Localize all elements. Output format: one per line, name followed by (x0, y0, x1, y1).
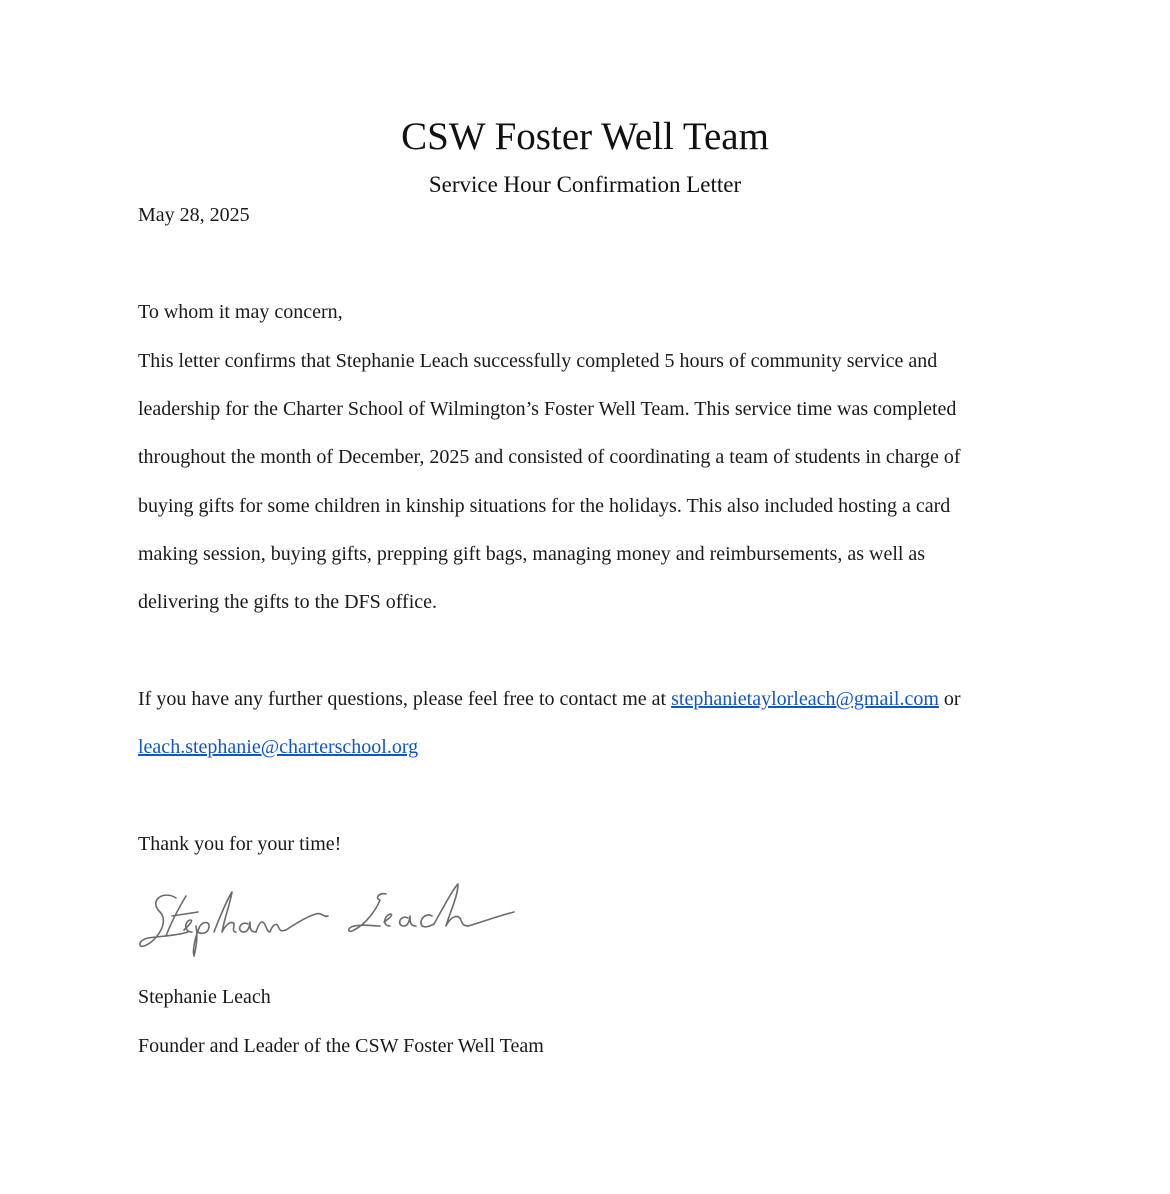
email-link-primary[interactable]: stephanietaylorleach@gmail.com (671, 688, 939, 710)
body-line: leadership for the Charter School of Wilmington’s Foster Well Team. This service time was completed (138, 398, 957, 420)
letter-subtitle: Service Hour Confirmation Letter (428, 172, 742, 197)
letter-title: CSW Foster Well Team (401, 115, 769, 158)
salutation: To whom it may concern, (138, 301, 343, 323)
body-line: This letter confirms that Stephanie Leach successfully completed 5 hours of community service and (138, 350, 938, 372)
body-line: delivering the gifts to the DFS office. (138, 591, 438, 613)
contact-lead-text: If you have any further questions, please feel free to contact me at (138, 688, 672, 710)
closing: Thank you for your time! (138, 833, 342, 855)
contact-connector: or (938, 688, 961, 710)
body-line: buying gifts for some children in kinship situations for the holidays. This also included hosting a card (138, 495, 951, 517)
signer-title: Founder and Leader of the CSW Foster Well Team (138, 1035, 544, 1057)
contact-line (138, 687, 961, 711)
signer-name: Stephanie Leach (138, 986, 271, 1008)
email-link-secondary[interactable]: leach.stephanie@charterschool.org (138, 736, 419, 758)
contact-line-2 (138, 735, 418, 759)
letter-date: May 28, 2025 (138, 204, 250, 226)
signature-image (136, 876, 521, 962)
body-line: throughout the month of December, 2025 and consisted of coordinating a team of students in charge of (138, 446, 961, 468)
body-line: making session, buying gifts, prepping gift bags, managing money and reimbursements, as well as (138, 543, 926, 565)
